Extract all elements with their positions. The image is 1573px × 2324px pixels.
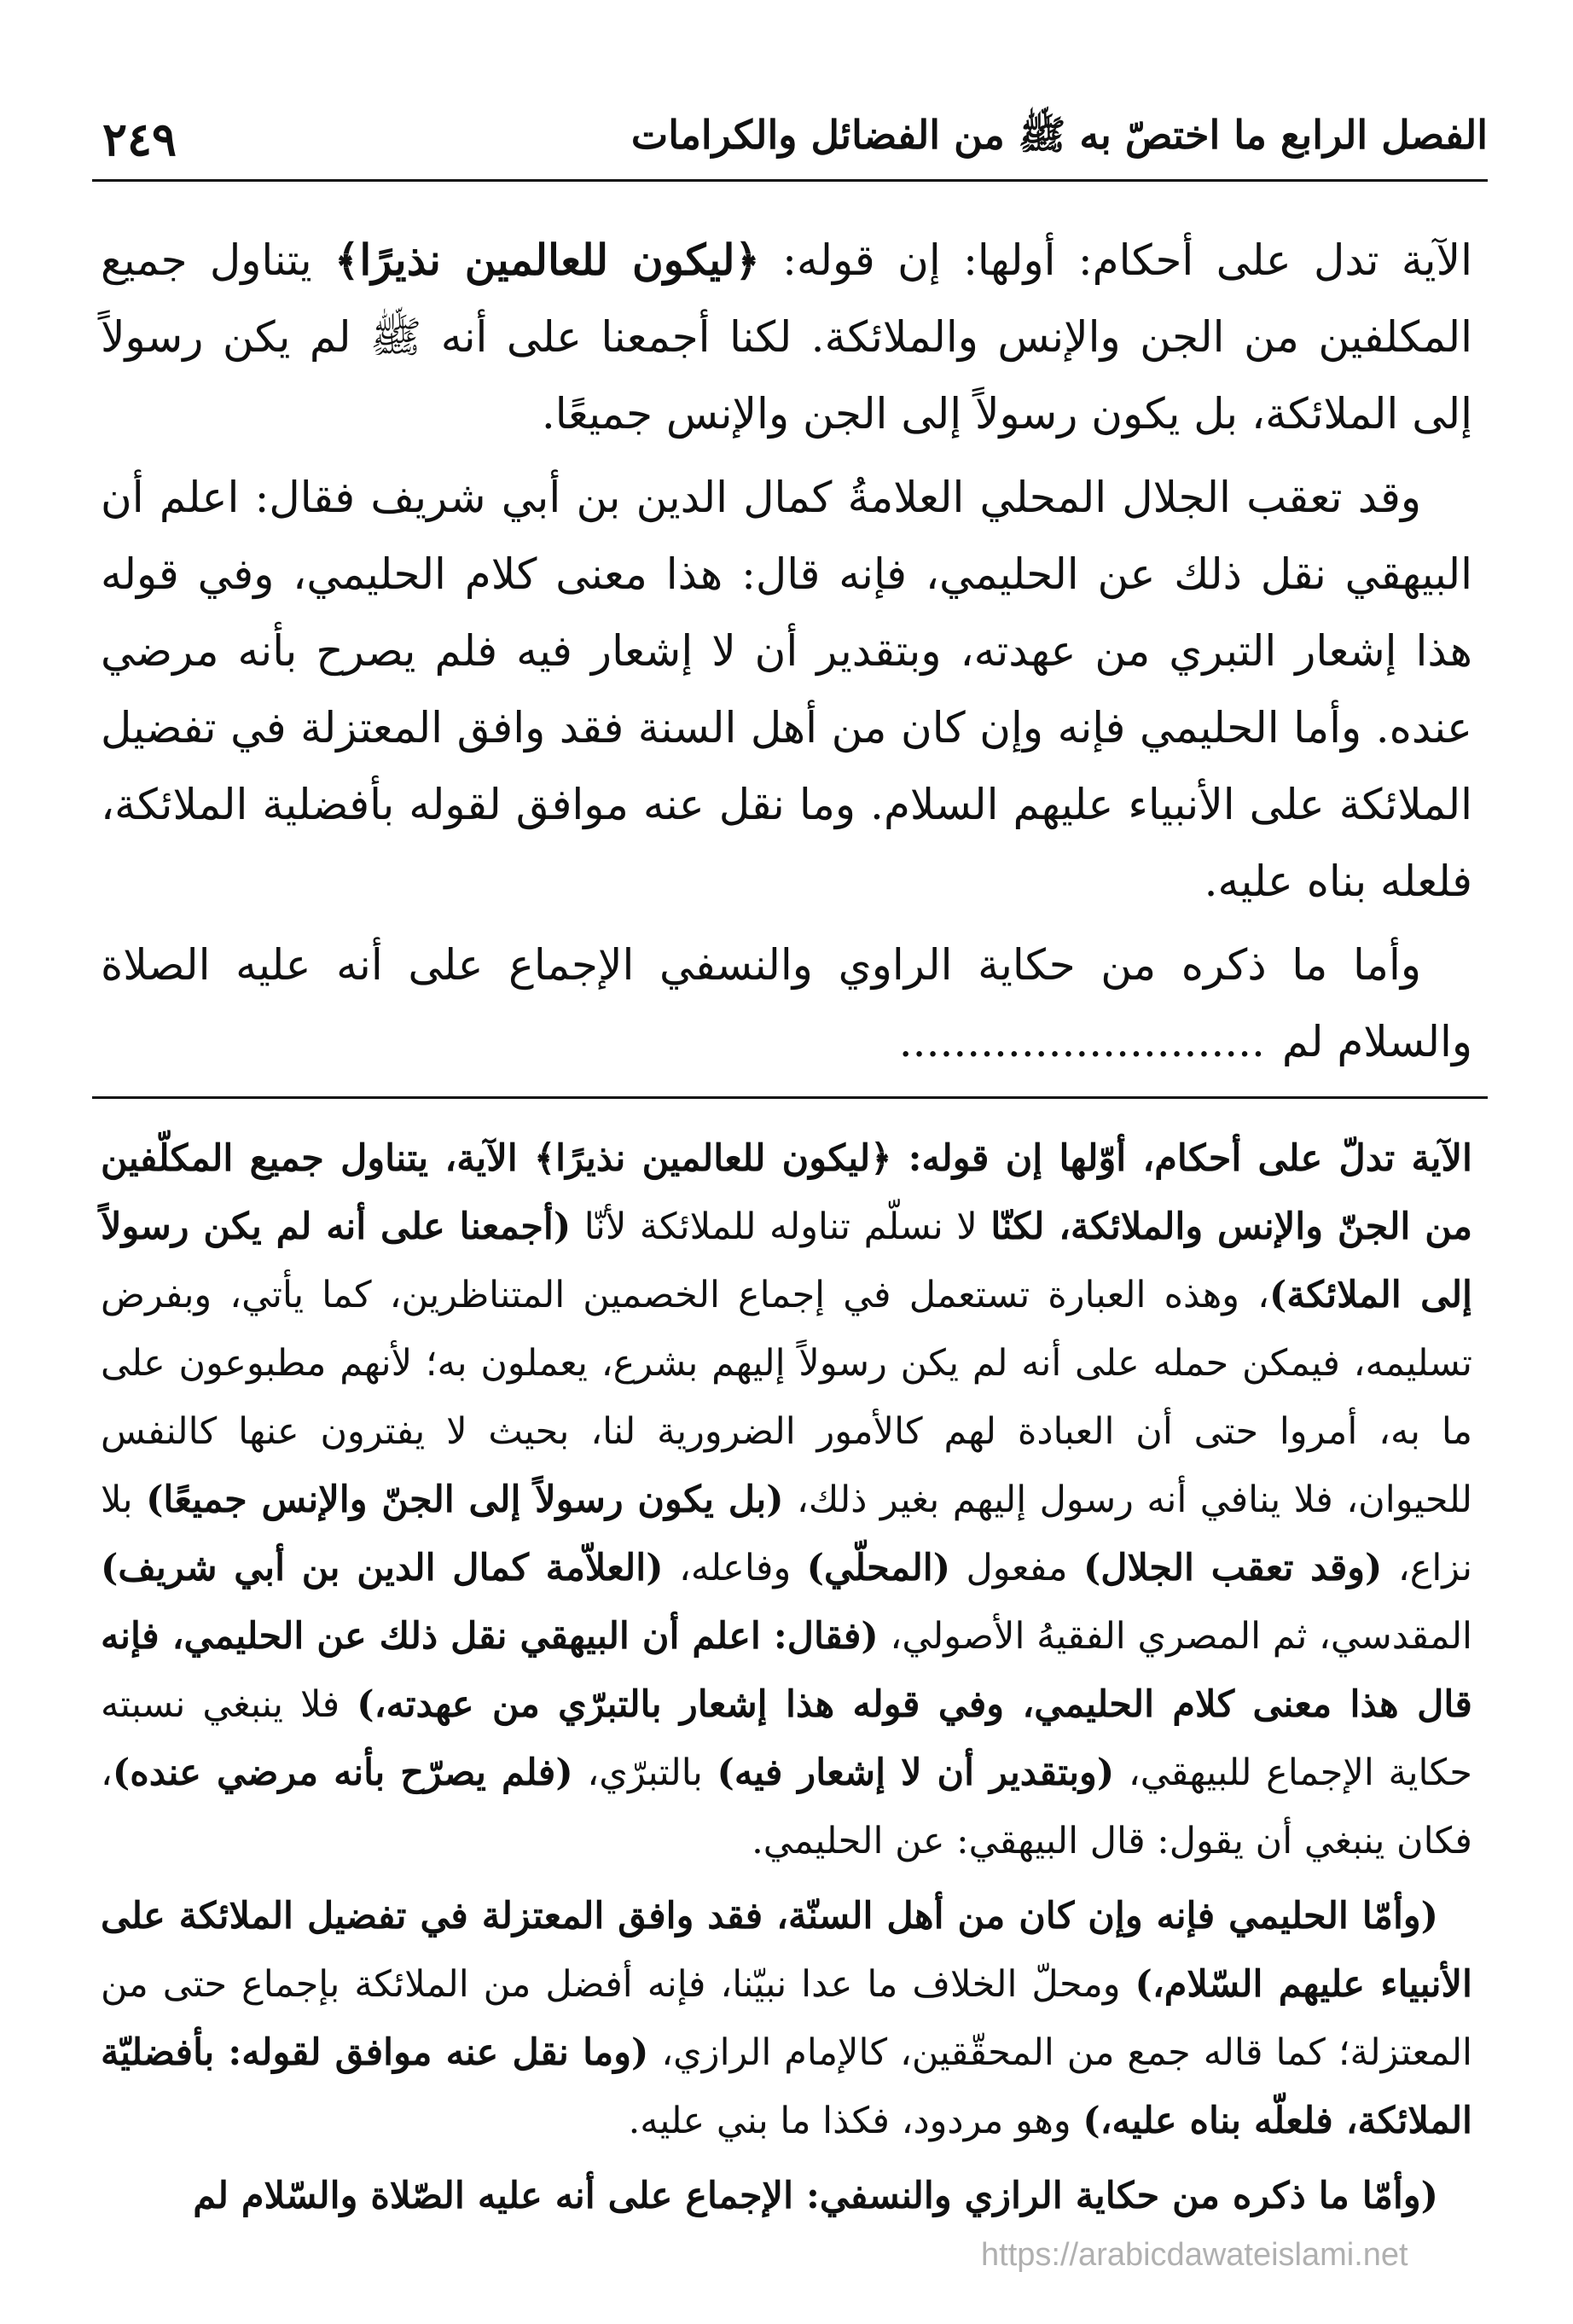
main-text	[101, 222, 1472, 1080]
text-run: المقدسي، ثم المصري الفقيهُ الأصولي،	[878, 1615, 1472, 1658]
text-run: وفاعله،	[663, 1547, 807, 1589]
header-rule	[92, 179, 1488, 182]
text-run: يتناول جميع المكلفين من الجن والإنس والملائكة. لكنا أجمعنا على أنه ﷺ لم يكن رسولاً إلى الملائكة، بل يكون رسولاً إلى الجن والإنس جميعًا.	[101, 235, 1472, 439]
commentary-paragraph-1	[101, 1124, 1472, 1875]
text-run: لا نسلّم تناوله للملائكة لأنّا	[571, 1206, 991, 1248]
text-run: وهو مردود، فكذا ما بني عليه.	[628, 2100, 1083, 2142]
main-paragraph-3	[101, 927, 1472, 1080]
text-run: بلا نزاع،	[101, 1479, 1472, 1589]
text-run: الآية تدل على أحكام: أولها: إن قوله:	[759, 235, 1472, 285]
bold-run: (بل يكون رسولاً إلى الجنّ والإنس جميعًا)	[146, 1479, 784, 1521]
bold-run: (وأمّا الحليمي فإنه وإن كان من أهل السنّة، فقد وافق المعتزلة في تفضيل الملائكة على الأنبياء عليهم السّلام،)	[101, 1895, 1472, 2006]
section-divider	[92, 1096, 1488, 1099]
text-run: فلا ينبغي نسبته حكاية الإجماع للبيهقي،	[101, 1683, 1472, 1794]
watermark-url: https://arabicdawateislami.net	[981, 2237, 1408, 2273]
commentary-paragraph-3	[101, 2162, 1472, 2230]
main-paragraph-1	[101, 222, 1472, 452]
text-run: ، فكان ينبغي أن يقول: قال البيهقي: عن الحليمي.	[101, 1752, 1472, 1862]
continuation-dots: ...........................	[898, 1017, 1265, 1066]
text-run: مفعول	[950, 1547, 1083, 1589]
bold-run: الآية تدلّ على أحكام، أوّلها إن قوله: ﴿ليكون للعالمين نذيرًا﴾ الآية، يتناول جميع المكلّفين من الجنّ والإنس والملائكة، لكنّا	[101, 1137, 1472, 1248]
bold-run: (وأمّا ما ذكره من حكاية الرازي والنسفي: الإجماع على أنه عليه الصّلاة والسّلام لم	[193, 2175, 1438, 2217]
bold-run: (وما نقل عنه موافق لقوله: بأفضليّة الملائكة، فلعلّه بناه عليه،)	[101, 2031, 1472, 2142]
running-header	[102, 101, 1488, 177]
chapter-title: الفصل الرابع ما اختصّ به ﷺ من الفضائل والكرامات	[630, 111, 1488, 158]
bold-run: (أجمعنا على أنه لم يكن رسولاً إلى الملائكة)	[101, 1206, 1472, 1316]
text-run: ومحلّ الخلاف ما عدا نبيّنا، فإنه أفضل من الملائكة بإجماع حتى من المعتزلة؛ كما قاله جمع من المحقّقين، كالإمام الرازي،	[101, 1963, 1473, 2074]
bold-run: (وبتقدير أن لا إشعار فيه)	[717, 1752, 1115, 1794]
text-run: ، وهذه العبارة تستعمل في إجماع الخصمين المتناظرين، كما يأتي، وبفرض تسليمه، فيمكن حمله على أنه لم يكن رسولاً إليهم بشرع، يعملون به؛ لأنهم مطبوعون على ما به، أمروا حتى أن العبادة لهم كالأمور الضرورية لنا، بحيث لا يفترون عنها كالنفس للحيوان، فلا ينافي أنه رسول إليهم بغير ذلك،	[101, 1274, 1472, 1521]
bold-run: (المحلّي)	[806, 1547, 951, 1589]
bold-run: (فلم يصرّح بأنه مرضي عنده)	[112, 1752, 573, 1794]
text-run: وأما ما ذكره من حكاية الراوي والنسفي الإجماع على أنه عليه الصلاة والسلام لم	[101, 940, 1472, 1066]
page-number: ٢٤٩	[102, 112, 177, 166]
commentary-paragraph-2	[101, 1882, 1472, 2155]
bold-run: (العلاّمة كمال الدين بن أبي شريف)	[101, 1547, 664, 1589]
text-run: بالتبرّي،	[572, 1752, 717, 1794]
commentary-text	[101, 1124, 1472, 2230]
main-paragraph-2: وقد تعقب الجلال المحلي العلامةُ كمال الدين بن أبي شريف فقال: اعلم أن البيهقي نقل ذلك عن الحليمي، فإنه قال: هذا معنى كلام الحليمي، وفي قوله هذا إشعار التبري من عهدته، وبتقدير أن لا إشعار فيه فلم يصرح بأنه مرضي عنده. وأما الحليمي فإنه وإن كان من أهل السنة فقد وافق المعتزلة في تفضيل الملائكة على الأنبياء عليهم السلام. وما نقل عنه موافق لقوله بأفضلية الملائكة، فلعله بناه عليه.	[101, 473, 1472, 906]
quran-quote: ﴿ليكون للعالمين نذيرًا﴾	[334, 235, 760, 285]
bold-run: (فقال: اعلم أن البيهقي نقل ذلك عن الحليمي، فإنه قال هذا معنى كلام الحليمي، وفي قوله هذا إشعار بالتبرّي من عهدته،)	[101, 1615, 1472, 1726]
bold-run: (وقد تعقب الجلال)	[1083, 1547, 1383, 1589]
